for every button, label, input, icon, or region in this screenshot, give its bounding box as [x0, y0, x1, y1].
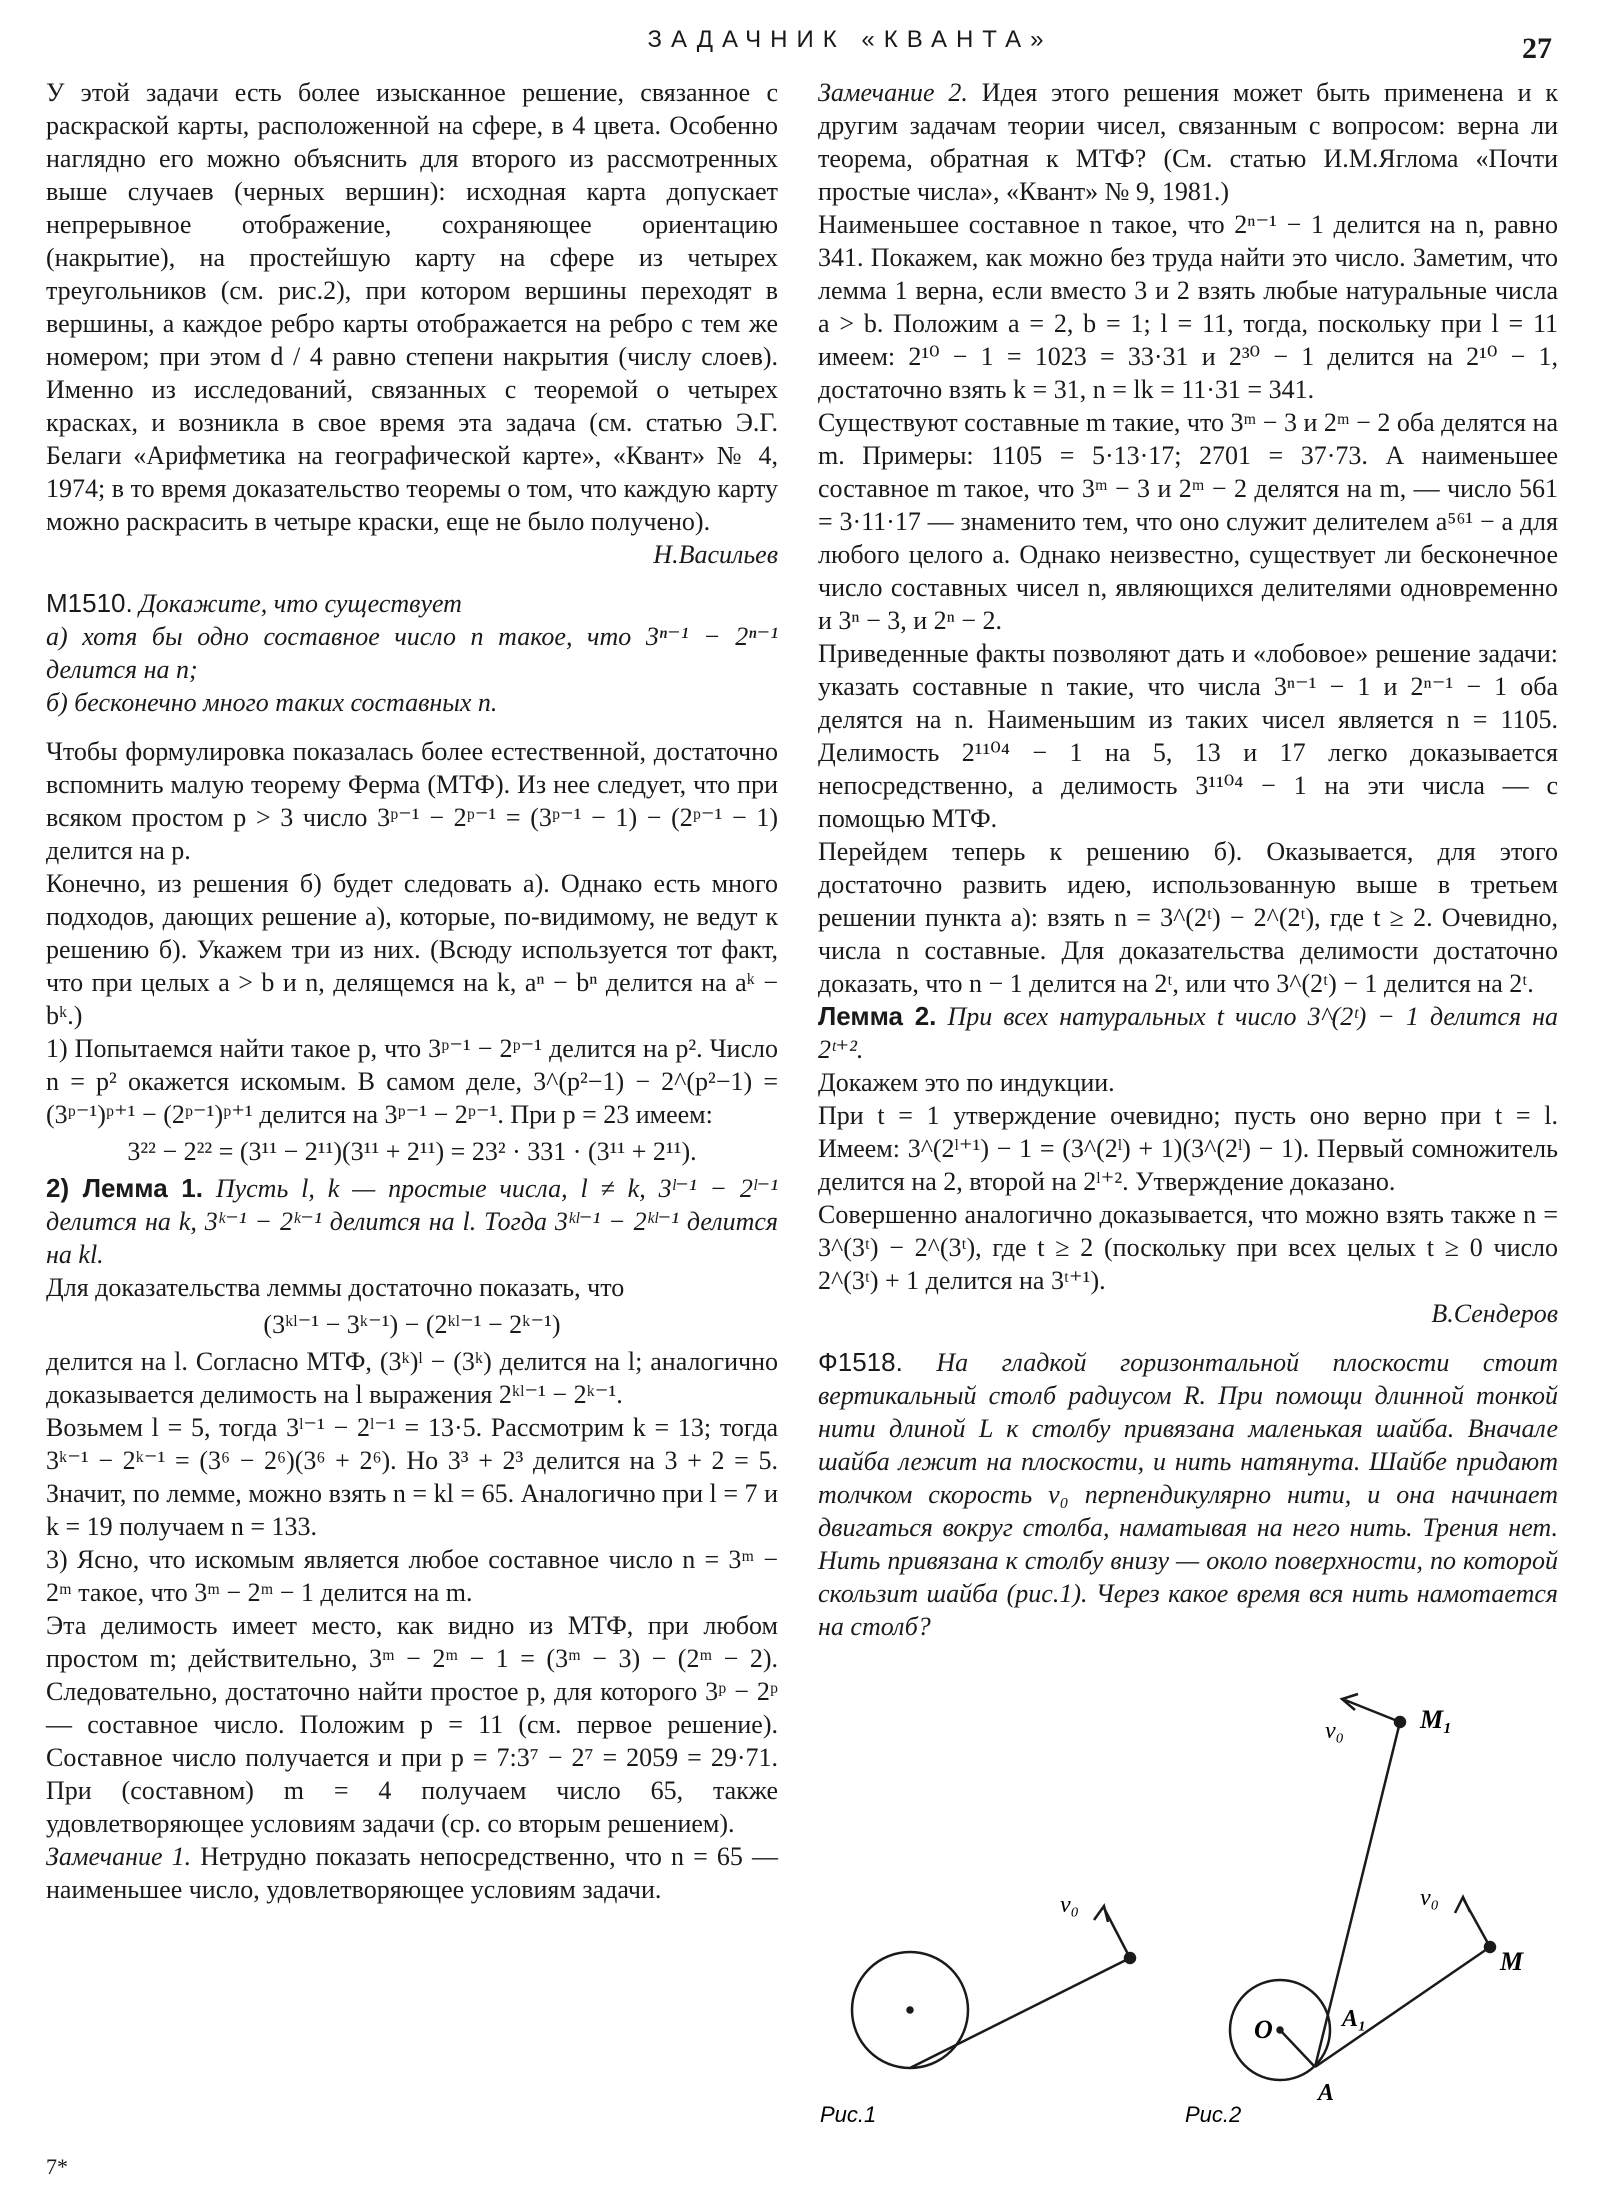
signature-mark: 7*: [46, 2154, 68, 2179]
author-signature: Н.Васильев: [653, 540, 778, 569]
paragraph: Докажем это по индукции.: [818, 1068, 1115, 1097]
lemma-label: Лемма 2.: [818, 1001, 937, 1031]
v0-label: v₀: [1325, 1718, 1344, 1744]
note-label: Замечание 1.: [46, 1842, 192, 1871]
label-M1: M₁: [1420, 1705, 1453, 1734]
lemma-text: Пусть l, k — простые числа, l ≠ k, 3ˡ⁻¹ − 2ˡ⁻¹ делится на k, 3ᵏ⁻¹ − 2ᵏ⁻¹ делится на l. Тогда 3ᵏˡ⁻¹ − 2ᵏˡ⁻¹ делится на kl.: [46, 1174, 778, 1269]
radius-line: [1280, 2030, 1315, 2067]
figure-1-caption: Рис.1: [820, 2102, 877, 2127]
lemma-1: [46, 1172, 778, 1271]
page-number: 27: [1522, 32, 1552, 65]
problem-part-a: а) хотя бы одно составное число n такое, что 3ⁿ⁻¹ − 2ⁿ⁻¹ делится на n;: [46, 622, 778, 684]
formula: 3²² − 2²² = (3¹¹ − 2¹¹)(3¹¹ + 2¹¹) = 23² · 331 · (3¹¹ + 2¹¹).: [127, 1137, 697, 1166]
velocity-arrowhead: [1094, 1906, 1108, 1922]
figure-2-caption: Рис.2: [1185, 2102, 1242, 2127]
formula: (3ᵏˡ⁻¹ − 3ᵏ⁻¹) − (2ᵏˡ⁻¹ − 2ᵏ⁻¹): [263, 1310, 561, 1339]
paragraph: При t = 1 утверждение очевидно; пусть оно верно при t = l. Имеем: 3^(2ˡ⁺¹) − 1 = (3^(2ˡ) + 1)(3^(2ˡ) − 1). Первый сомножитель делится на 2, второй на 2ˡ⁺². Утверждение доказано.: [818, 1101, 1558, 1196]
note-text: Нетрудно показать непосредственно, что n = 65 — наименьшее число, удовлетворяющее условиям задачи.: [46, 1842, 779, 1904]
label-A1: A₁: [1342, 2006, 1367, 2032]
right-column: [818, 76, 1558, 1643]
paragraph: Приведенные факты позволяют дать и «лобовое» решение задачи: указать составные n такие, что числа 3ⁿ⁻¹ − 1 и 2ⁿ⁻¹ − 1 оба делятся на n. Наименьшим из таких чисел является n = 1105. Делимость 2¹¹⁰⁴ − 1 на 5, 13 и 17 легко доказывается непосредственно, а делимость 3¹¹⁰⁴ − 1 на эти числа — с помощью МТФ.: [818, 639, 1558, 833]
figure-1: [852, 1906, 1135, 2068]
label-A: A: [1318, 2080, 1335, 2106]
paragraph: Существуют составные m такие, что 3ᵐ − 3 и 2ᵐ − 2 оба делятся на m. Примеры: 1105 = 5·13·17; 2701 = 37·73. А наименьшее составное m такое, что 3ᵐ − 3 и 2ᵐ − 2 делятся на m, — число 561 = 3·11·17 — знаменито тем, что оно служит делителем a⁵⁶¹ − a для любого целого a. Однако неизвестно, существует ли бесконечное число составных чисел n, являющихся делителями одновременно и 3ⁿ − 3, и 2ⁿ − 2.: [818, 408, 1558, 635]
paragraph: Конечно, из решения б) будет следовать а). Однако есть много подходов, дающих решение а), которые, по-видимому, не ведут к решению б). Укажем три из них. (Всюду используется тот факт, что при целых a > b и n, делящемся на k, aⁿ − bⁿ делится на aᵏ − bᵏ.): [46, 869, 778, 1030]
point-M1: [1395, 1717, 1405, 1727]
problem-label: Ф1518.: [818, 1347, 903, 1377]
velocity-arrow-line: [1104, 1908, 1130, 1958]
note-1: [46, 1840, 778, 1906]
v0-label: v₀: [1060, 1892, 1079, 1918]
paragraph: Возьмем l = 5, тогда 3ˡ⁻¹ − 2ˡ⁻¹ = 13·5. Рассмотрим k = 13; тогда 3ᵏ⁻¹ − 2ᵏ⁻¹ = (3⁶ − 2⁶)(3⁶ + 2⁶). Но 3³ + 2³ делится на 3 + 2 = 5. Значит, по лемме, можно взять n = kl = 65. Аналогично при l = 7 и k = 19 получаем n = 133.: [46, 1413, 778, 1541]
paragraph: Для доказательства леммы достаточно показать, что: [46, 1273, 625, 1302]
paragraph: У этой задачи есть более изысканное решение, связанное с раскраской карты, расположенной на сфере, в 4 цвета. Особенно наглядно его можно объяснить для второго из рассмотренных выше случаев (черных вершин): исходная карта допускает непрерывное отображение, сохраняющее ориентацию (накрытие), на простейшую карту на сфере из четырех треугольников (см. рис.2), при котором вершины переходят в вершины, а каждое ребро карты отображается на ребро с тем же номером; при этом d / 4 равно степени накрытия (числу слоев). Именно из исследований, связанных с теоремой о четырех красках, и возникла в свое время эта задача (см. статью Э.Г. Белаги «Арифметика на географической карте», «Квант» № 4, 1974; в то время доказательство теоремы о том, что каждую карту можно раскрасить в четыре краски, еще не было получено).: [46, 78, 778, 536]
thread-line: [910, 1958, 1130, 2068]
problem-text: Докажите, что существует: [139, 589, 462, 618]
velocity-arrowhead-M: [1455, 1897, 1470, 1913]
velocity-arrow-M1: [1345, 1700, 1400, 1722]
post-center: [908, 2008, 913, 2013]
problem-text: На гладкой горизонтальной плоскости стоит вертикальный столб радиусом R. При помощи длинной тонкой нити длиной L к столбу привязана маленькая шайба. Вначале шайба лежит на плоскости, и нить натянута. Шайбе придают толчком скорость v₀ перпендикулярно нити, и она начинает двигаться вокруг столба, наматывая на него нить. Трения нет. Нить привязана к столбу внизу — около поверхности, по которой скользит шайба (рис.1). Через какое время вся нить намотается на столб?: [818, 1348, 1558, 1641]
author-signature: В.Сендеров: [1431, 1299, 1558, 1328]
figures: [810, 1680, 1570, 2130]
problem-part-b: б) бесконечно много таких составных n.: [46, 688, 498, 717]
lemma-text: При всех натуральных t число 3^(2ᵗ) − 1 делится на 2ᵗ⁺².: [818, 1002, 1558, 1064]
puck-point: [1125, 1953, 1135, 1963]
v0-label: v₀: [1420, 1885, 1439, 1911]
left-column: [46, 76, 778, 1906]
running-title: ЗАДАЧНИК «КВАНТА»: [647, 26, 1053, 53]
paragraph: Чтобы формулировка показалась более естественной, достаточно вспомнить малую теорему Ферма (МТФ). Из нее следует, что при всяком простом p > 3 число 3ᵖ⁻¹ − 2ᵖ⁻¹ = (3ᵖ⁻¹ − 1) − (2ᵖ⁻¹ − 1) делится на p.: [46, 737, 778, 865]
figures-svg: [810, 1680, 1570, 2130]
paragraph: Совершенно аналогично доказывается, что можно взять также n = 3^(3ᵗ) − 2^(3ᵗ), где t ≥ 2 (поскольку при всех целых t ≥ 0 число 2^(3ᵗ) + 1 делится на 3ᵗ⁺¹).: [818, 1200, 1558, 1295]
problem-f1518: [818, 1346, 1558, 1643]
problem-m1510: [46, 587, 778, 620]
note-label: Замечание 2.: [818, 78, 968, 107]
label-O: O: [1254, 2015, 1273, 2044]
label-M: M: [1500, 1947, 1524, 1976]
paragraph: Перейдем теперь к решению б). Оказывается, для этого достаточно развить идею, использованную выше в третьем решении пункта а): взять n = 3^(2ᵗ) − 2^(2ᵗ), где t ≥ 2. Очевидно, числа n составные. Для доказательства делимости достаточно доказать, что n − 1 делится на 2ᵗ, или что 3^(2ᵗ) − 1 делится на 2ᵗ.: [818, 837, 1558, 998]
lemma-label: 2) Лемма 1.: [46, 1173, 203, 1203]
note-text: Идея этого решения может быть применена и к другим задачам теории чисел, связанным с вопросом: верна ли теорема, обратная к МТФ? (См. статью И.М.Яглома «Почти простые числа», «Квант» № 9, 1981.): [818, 78, 1558, 206]
note-2: [818, 76, 1558, 208]
lemma-2: [818, 1000, 1558, 1066]
paragraph: 1) Попытаемся найти такое p, что 3ᵖ⁻¹ − 2ᵖ⁻¹ делится на p². Число n = p² окажется искомым. В самом деле, 3^(p²−1) − 2^(p²−1) = (3ᵖ⁻¹)ᵖ⁺¹ − (2ᵖ⁻¹)ᵖ⁺¹ делится на 3ᵖ⁻¹ − 2ᵖ⁻¹. При p = 23 имеем:: [46, 1034, 778, 1129]
paragraph: делится на l. Согласно МТФ, (3ᵏ)ˡ − (3ᵏ) делится на l; аналогично доказывается делимость на l выражения 2ᵏˡ⁻¹ − 2ᵏ⁻¹.: [46, 1347, 778, 1409]
paragraph: 3) Ясно, что искомым является любое составное число n = 3ᵐ − 2ᵐ такое, что 3ᵐ − 2ᵐ − 1 делится на m.: [46, 1545, 778, 1607]
paragraph: Эта делимость имеет место, как видно из МТФ, при любом простом m; действительно, 3ᵐ − 2ᵐ − 1 = (3ᵐ − 3) − (2ᵐ − 2). Следовательно, достаточно найти простое p, для которого 3ᵖ − 2ᵖ — составное число. Положим p = 11 (см. первое решение). Составное число получается и при p = 7:3⁷ − 2⁷ = 2059 = 29·71. При (составном) m = 4 получаем число 65, также удовлетворяющее условиям задачи (ср. со вторым решением).: [46, 1611, 778, 1838]
problem-label: М1510.: [46, 588, 133, 618]
paragraph: Наименьшее составное n такое, что 2ⁿ⁻¹ − 1 делится на n, равно 341. Покажем, как можно без труда найти это число. Заметим, что лемма 1 верна, если вместо 3 и 2 взять любые натуральные числа a > b. Положим a = 2, b = 1; l = 11, тогда, поскольку при l = 11 имеем: 2¹⁰ − 1 = 1023 = 33·31 и 2³⁰ − 1 делится на 2¹⁰ − 1, достаточно взять k = 31, n = lk = 11·31 = 341.: [818, 210, 1558, 404]
point-M: [1485, 1942, 1495, 1952]
